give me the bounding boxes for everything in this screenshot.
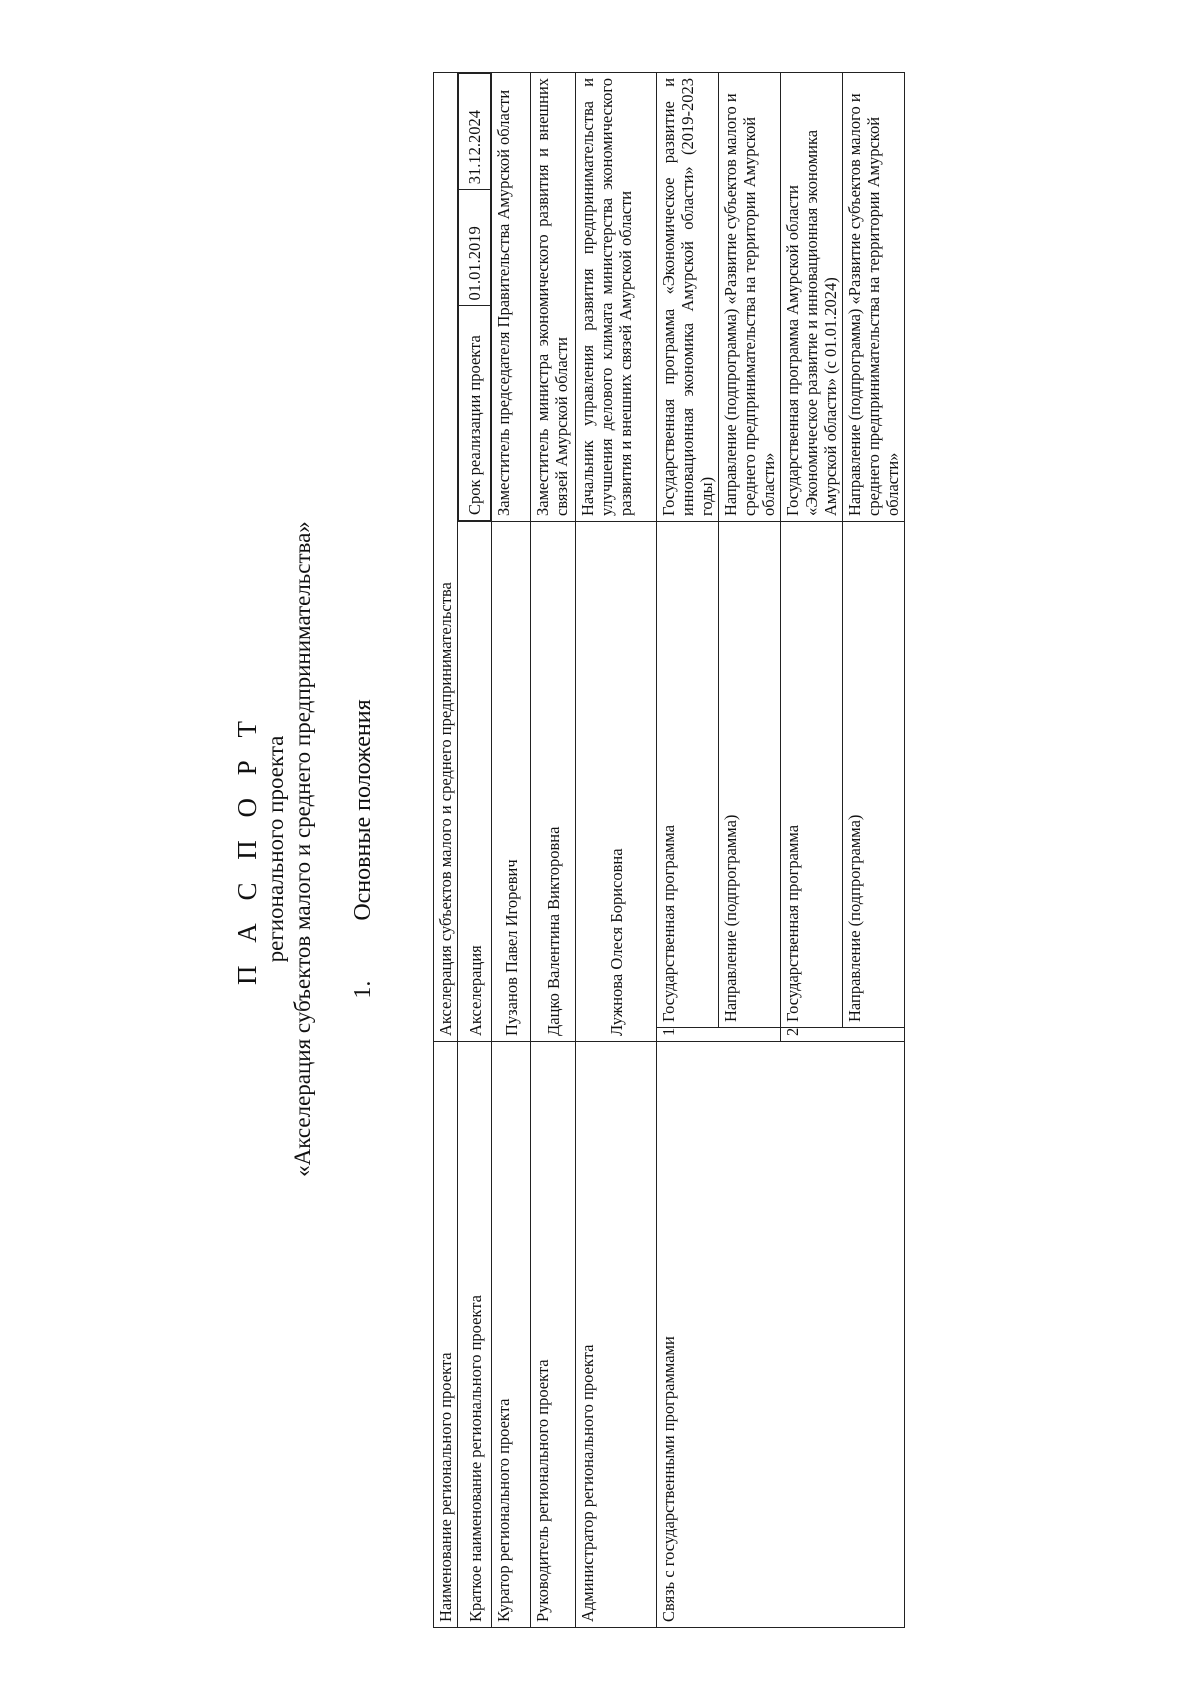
row-label: Краткое наименование регионального проекта <box>458 1042 492 1628</box>
row-label: Связь с государственными программами <box>657 1042 905 1628</box>
project-name-heading: «Акселерация субъектов малого и среднего предпринимательства» <box>290 521 315 1177</box>
term-table <box>458 73 491 521</box>
table-row-program-1 <box>657 72 719 1627</box>
row-label: Куратор регионального проекта <box>492 1042 531 1628</box>
admin-name: Лужнова Олеся Борисовна <box>576 522 657 1042</box>
row-label: Руководитель регионального проекта <box>531 1042 576 1628</box>
table-row-name <box>434 72 458 1627</box>
program-number: 1 <box>657 1028 781 1042</box>
program-label: Государственная программа <box>657 522 719 1028</box>
document-title: П А С П О Р Т <box>232 713 262 986</box>
subprogram-value: Направление (подпрограмма) «Развитие субъектов малого и среднего предпринимательства на территории Амурской области» <box>843 72 905 521</box>
program-number: 2 <box>781 1028 905 1042</box>
section-title: Основные положения <box>350 699 376 921</box>
passport-table <box>433 72 905 1628</box>
program-value: Государственная программа Амурской области «Экономическое развитие и инновационная экономика Амурской области» (с 01.01.2024) <box>781 72 843 521</box>
head-position: Заместитель министра экономического развития и внешних связей Амурской области <box>531 72 576 521</box>
section-heading <box>350 0 377 1698</box>
term-end: 31.12.2024 <box>459 73 491 189</box>
table-row-admin <box>576 72 657 1627</box>
section-number: 1. <box>350 980 376 999</box>
subprogram-label: Направление (подпрограмма) <box>843 522 905 1028</box>
term-label: Срок реализации проекта <box>459 306 491 521</box>
table-row-head <box>531 72 576 1627</box>
head-name: Дацко Валентина Викторовна <box>531 522 576 1042</box>
term-cell <box>458 72 492 521</box>
table-row-curator <box>492 72 531 1627</box>
subprogram-label: Направление (подпрограмма) <box>719 522 781 1028</box>
curator-position: Заместитель председателя Правительства Амурской области <box>492 72 531 521</box>
subprogram-value: Направление (подпрограмма) «Развитие субъектов малого и среднего предпринимательства на территории Амурской области» <box>719 72 781 521</box>
project-name-value: Акселерация субъектов малого и среднего предпринимательства <box>434 72 458 1041</box>
program-value: Государственная программа «Экономическое развитие и инновационная экономика Амурской области» (2019-2023 годы) <box>657 72 719 521</box>
term-start: 01.01.2019 <box>459 190 491 306</box>
short-name-value: Акселерация <box>458 522 492 1042</box>
admin-position: Начальник управления развития предпринимательства и улучшения делового климата министерства экономического развития и внешних связей Амурской области <box>576 72 657 521</box>
document-subtitle: регионального проекта <box>263 735 288 963</box>
row-label: Администратор регионального проекта <box>576 1042 657 1628</box>
table-row-short-name <box>458 72 492 1627</box>
curator-name: Пузанов Павел Игоревич <box>492 522 531 1042</box>
row-label: Наименование регионального проекта <box>434 1042 458 1628</box>
program-label: Государственная программа <box>781 522 843 1028</box>
